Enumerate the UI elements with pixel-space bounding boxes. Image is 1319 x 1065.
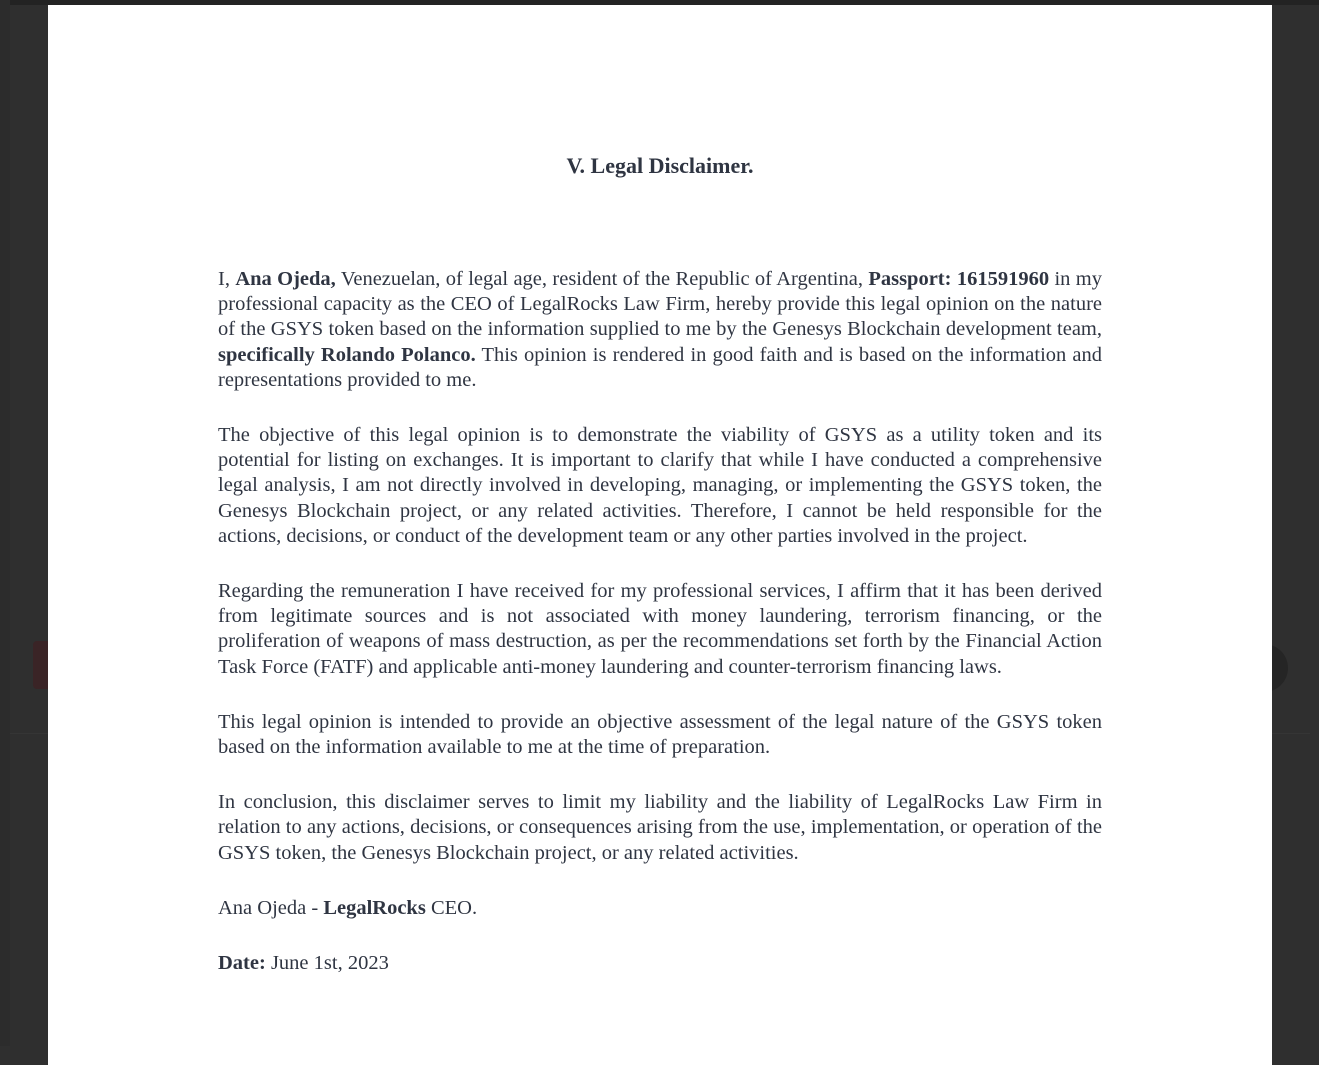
date-label: Date:: [218, 952, 266, 975]
text: This opinion is rendered in good faith and is based on the information and representations provided to me.: [218, 343, 1102, 391]
document-body: [218, 267, 1102, 1006]
signature-line: [218, 896, 1102, 921]
date-value: June 1st, 2023: [265, 952, 389, 975]
text: in my professional capacity as the CEO of LegalRocks Law Firm, hereby provide this legal opinion on the nature of the GSYS token based on the information supplied to me by the Genesys Blockchain development team,: [218, 268, 1102, 341]
paragraph-conclusion: In conclusion, this disclaimer serves to limit my liability and the liability of LegalRocks Law Firm in relation to any actions, decisions, or consequences arising from the use, implementation, or operation of the GSYS token, the Genesys Blockchain project, or any related activities.: [218, 791, 1102, 864]
signer-role: CEO.: [425, 896, 478, 919]
date-line: [218, 951, 1102, 976]
text: I,: [218, 268, 236, 290]
paragraph-assessment: This legal opinion is intended to provide an objective assessment of the legal nature of the GSYS token based on the information available to me at the time of preparation.: [218, 710, 1102, 759]
text: Venezuelan, of legal age, resident of the Republic of Argentina,: [335, 268, 869, 290]
passport-number: Passport: 161591960: [868, 268, 1050, 290]
signer-firm: LegalRocks: [323, 896, 426, 919]
section-title: V. Legal Disclaimer.: [566, 153, 754, 178]
author-name: Ana Ojeda,: [235, 268, 336, 290]
backdrop-left-strip: [0, 0, 10, 1046]
contact-name: specifically Rolando Polanco.: [218, 343, 476, 366]
paragraph-objective: The objective of this legal opinion is to demonstrate the viability of GSYS as a utility token and its potential for listing on exchanges. It is important to clarify that while I have conducted a comprehensive legal analysis, I am not directly involved in developing, managing, or implementing the GSYS token, the Genesys Blockchain project, or any related activities. Therefore, I cannot be held responsible for the actions, decisions, or conduct of the development team or any other parties involved in the project.: [218, 424, 1102, 547]
paragraph-identity: [218, 267, 1102, 393]
document-page: [48, 5, 1272, 1065]
signer-name: Ana Ojeda -: [218, 896, 324, 919]
paragraph-remuneration: Regarding the remuneration I have received for my professional services, I affirm that it has been derived from legitimate sources and is not associated with money laundering, terrorism financing, or the proliferation of weapons of mass destruction, as per the recommendations set forth by the Financial Action Task Force (FATF) and applicable anti-money laundering and counter-terrorism financing laws.: [218, 580, 1102, 678]
